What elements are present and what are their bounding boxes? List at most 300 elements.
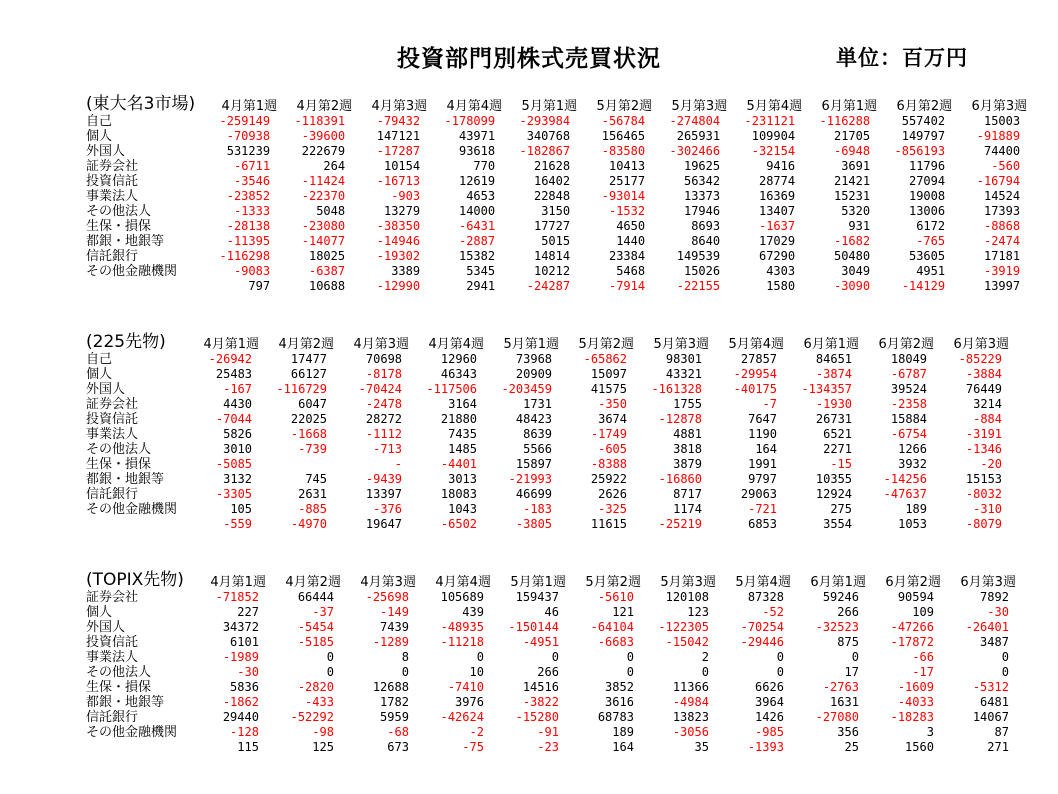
value-cell: 1440	[616, 234, 646, 248]
value-cell: 28774	[758, 174, 796, 188]
value-cell: 29063	[740, 487, 778, 501]
value-cell: -150144	[508, 620, 559, 634]
value-cell: -4033	[897, 695, 934, 709]
value-cell: -79432	[376, 114, 421, 128]
value-cell: 43321	[665, 367, 703, 381]
value-cell: 7892	[980, 590, 1009, 604]
value-cell: -117506	[426, 382, 478, 396]
value-cell: -7410	[447, 680, 484, 694]
value-cell: 275	[830, 502, 853, 516]
value-cell: -9083	[233, 264, 271, 278]
table-row	[86, 174, 1020, 189]
row-label: その他法人	[86, 442, 152, 457]
value-cell: 3616	[605, 695, 634, 709]
value-cell: -1668	[290, 427, 328, 441]
value-cell: 27857	[740, 352, 778, 366]
column-header: 4月第2週	[278, 337, 335, 352]
value-cell: -1393	[747, 740, 784, 754]
value-cell: 13006	[908, 204, 946, 218]
value-cell: 84651	[815, 352, 853, 366]
value-cell: 3818	[673, 442, 703, 456]
value-cell: -17	[912, 665, 934, 679]
value-cell: 3389	[391, 264, 421, 278]
row-label: 個人	[86, 605, 113, 620]
value-cell: -433	[305, 695, 334, 709]
value-cell: 1266	[898, 442, 928, 456]
value-cell: -22155	[676, 279, 721, 293]
row-label: 自己	[86, 352, 113, 367]
value-cell: 15884	[890, 412, 928, 426]
value-cell: 87	[994, 725, 1009, 739]
value-cell: -52292	[290, 710, 334, 724]
column-header: 6月第1週	[821, 99, 878, 114]
value-cell: -1637	[758, 219, 796, 233]
column-header: 6月第3週	[953, 337, 1010, 352]
value-cell: -93014	[601, 189, 646, 203]
value-cell: 25177	[608, 174, 646, 188]
value-cell: 6626	[755, 680, 784, 694]
value-cell: -12990	[376, 279, 421, 293]
value-cell: 4881	[673, 427, 703, 441]
value-cell: -11395	[226, 234, 271, 248]
value-cell: 10413	[608, 159, 646, 173]
value-cell: 90594	[897, 590, 934, 604]
value-cell: 3879	[673, 457, 703, 471]
value-cell: 1631	[830, 695, 859, 709]
value-cell: -1989	[222, 650, 259, 664]
value-cell: 3164	[448, 397, 478, 411]
value-cell: 14000	[458, 204, 496, 218]
row-label	[86, 279, 195, 294]
section-title: (225先物)	[86, 332, 166, 352]
value-cell: -66	[912, 650, 934, 664]
value-cell: 264	[323, 159, 346, 173]
value-cell: 1580	[766, 279, 796, 293]
value-cell: 3976	[455, 695, 484, 709]
value-cell: 156465	[601, 129, 646, 143]
value-cell: -85229	[958, 352, 1003, 366]
value-cell: -765	[916, 234, 946, 248]
value-cell: 2	[701, 650, 709, 664]
value-cell: 6853	[748, 517, 778, 531]
value-cell: -19302	[376, 249, 421, 263]
column-header: 4月第4週	[435, 575, 491, 590]
value-cell: 8	[401, 650, 409, 664]
value-cell: 14814	[533, 249, 571, 263]
value-cell: -22370	[301, 189, 346, 203]
value-cell: -7	[762, 397, 778, 411]
table-row	[86, 442, 1002, 457]
table-row	[86, 502, 1002, 517]
value-cell: 21421	[833, 174, 871, 188]
header-row	[86, 562, 1009, 590]
value-cell: -1682	[833, 234, 871, 248]
table-row	[86, 725, 1009, 740]
value-cell: -203459	[501, 382, 553, 396]
value-cell: 5345	[466, 264, 496, 278]
value-cell: -3874	[815, 367, 853, 381]
value-cell: -11218	[440, 635, 484, 649]
table-row	[86, 279, 1020, 294]
value-cell: 13823	[672, 710, 709, 724]
value-cell: -560	[991, 159, 1021, 173]
value-cell: -2763	[822, 680, 859, 694]
value-cell: 21628	[533, 159, 571, 173]
value-cell: -29446	[740, 635, 784, 649]
value-cell: -91	[537, 725, 559, 739]
value-cell: 41575	[590, 382, 628, 396]
value-cell: -4951	[522, 635, 559, 649]
value-cell: 2626	[598, 487, 628, 501]
value-cell: 271	[987, 740, 1009, 754]
value-cell: 46	[544, 605, 559, 619]
value-cell: 10688	[308, 279, 346, 293]
table-row	[86, 412, 1002, 427]
row-label: その他法人	[86, 204, 152, 219]
value-cell: -16713	[376, 174, 421, 188]
row-label: 生保・損保	[86, 457, 152, 472]
value-cell: -32523	[815, 620, 859, 634]
column-header: 4月第1週	[210, 575, 266, 590]
value-cell: 14067	[972, 710, 1009, 724]
value-cell: -39600	[301, 129, 346, 143]
value-cell: 531239	[226, 144, 271, 158]
row-label: その他金融機関	[86, 264, 178, 279]
value-cell: 121	[612, 605, 634, 619]
value-cell: 3150	[541, 204, 571, 218]
value-cell: 23384	[608, 249, 646, 263]
row-label: 信託銀行	[86, 487, 139, 502]
value-cell: 56342	[683, 174, 721, 188]
table-row	[86, 710, 1009, 725]
value-cell: 46699	[515, 487, 553, 501]
value-cell: -122305	[658, 620, 709, 634]
value-cell: 67290	[758, 249, 796, 263]
value-cell: 340768	[526, 129, 571, 143]
value-cell: 17477	[290, 352, 328, 366]
value-cell: -2887	[458, 234, 496, 248]
value-cell: 5826	[223, 427, 253, 441]
value-cell: 109	[912, 605, 934, 619]
value-cell: -47637	[883, 487, 928, 501]
value-cell: 125	[312, 740, 334, 754]
row-label: 投資信託	[86, 635, 139, 650]
value-cell: -27080	[815, 710, 859, 724]
value-cell: 9416	[766, 159, 796, 173]
value-cell: 164	[755, 442, 778, 456]
value-cell: -29954	[733, 367, 778, 381]
table-row	[86, 427, 1002, 442]
value-cell: 745	[305, 472, 328, 486]
value-cell: -182867	[519, 144, 571, 158]
value-cell: -3305	[215, 487, 253, 501]
value-cell: -5085	[215, 457, 253, 471]
value-cell: -1333	[233, 204, 271, 218]
value-cell: -28138	[226, 219, 271, 233]
value-cell: 1426	[755, 710, 784, 724]
value-cell: 3852	[605, 680, 634, 694]
value-cell: 159437	[515, 590, 559, 604]
value-cell: -14077	[301, 234, 346, 248]
value-cell: 98301	[665, 352, 703, 366]
value-cell: -6948	[833, 144, 871, 158]
value-cell: -3090	[833, 279, 871, 293]
value-cell: 673	[387, 740, 409, 754]
table-row	[86, 457, 1002, 472]
value-cell: 5320	[841, 204, 871, 218]
value-cell: -30	[237, 665, 259, 679]
row-label: 外国人	[86, 620, 126, 635]
value-cell: -118391	[294, 114, 346, 128]
value-cell: -7914	[608, 279, 646, 293]
value-cell: -3822	[522, 695, 559, 709]
value-cell: 266	[837, 605, 859, 619]
value-cell: 1485	[448, 442, 478, 456]
value-cell: 13373	[683, 189, 721, 203]
section-table	[86, 86, 1028, 294]
table-row	[86, 487, 1002, 502]
column-header: 6月第3週	[960, 575, 1016, 590]
value-cell: 17	[844, 665, 859, 679]
row-label	[86, 517, 177, 532]
value-cell: -70424	[358, 382, 403, 396]
value-cell: 19008	[908, 189, 946, 203]
value-cell: 0	[701, 665, 709, 679]
table-row	[86, 382, 1002, 397]
row-label: 都銀・地銀等	[86, 695, 165, 710]
value-cell: -1112	[365, 427, 403, 441]
value-cell: -98	[312, 725, 334, 739]
value-cell: 1991	[748, 457, 778, 471]
value-cell: 3554	[823, 517, 853, 531]
value-cell: 74400	[983, 144, 1021, 158]
value-cell: 59246	[822, 590, 859, 604]
table-row	[86, 635, 1009, 650]
table-row	[86, 472, 1002, 487]
value-cell: -985	[755, 725, 784, 739]
row-label: 信託銀行	[86, 710, 139, 725]
value-cell: -6502	[440, 517, 478, 531]
value-cell: 1755	[673, 397, 703, 411]
value-cell: 5468	[616, 264, 646, 278]
value-cell: 29440	[222, 710, 259, 724]
value-cell: 13397	[365, 487, 403, 501]
value-cell: -26401	[965, 620, 1009, 634]
value-cell: -75	[462, 740, 484, 754]
value-cell: -8079	[965, 517, 1003, 531]
value-cell: 17029	[758, 234, 796, 248]
value-cell: -52	[762, 605, 784, 619]
value-cell: -30	[987, 605, 1009, 619]
value-cell: 27094	[908, 174, 946, 188]
value-cell: 12960	[440, 352, 478, 366]
value-cell: 6047	[298, 397, 328, 411]
value-cell: -3191	[965, 427, 1003, 441]
value-cell: -559	[223, 517, 253, 531]
value-cell: 16369	[758, 189, 796, 203]
value-cell: -15280	[515, 710, 559, 724]
value-cell: -71852	[215, 590, 259, 604]
value-cell: -26942	[208, 352, 253, 366]
column-header: 6月第1週	[810, 575, 866, 590]
value-cell: -149	[380, 605, 409, 619]
value-cell: 8717	[673, 487, 703, 501]
value-cell: -23	[537, 740, 559, 754]
row-label: 証券会社	[86, 590, 139, 605]
value-cell: 0	[401, 665, 409, 679]
value-cell: -16794	[976, 174, 1021, 188]
value-cell: -2820	[297, 680, 334, 694]
value-cell: 68783	[597, 710, 634, 724]
value-cell: 147121	[376, 129, 421, 143]
section-title: (東大名3市場)	[86, 94, 196, 114]
value-cell: 5959	[380, 710, 409, 724]
value-cell: 17946	[683, 204, 721, 218]
row-label: 事業法人	[86, 189, 139, 204]
value-cell: -903	[391, 189, 421, 203]
value-cell: -721	[748, 502, 778, 516]
value-cell: 5836	[230, 680, 259, 694]
value-cell: -5312	[972, 680, 1009, 694]
value-cell: 73968	[515, 352, 553, 366]
value-cell: 39524	[890, 382, 928, 396]
table-row	[86, 397, 1002, 412]
value-cell: 6481	[980, 695, 1009, 709]
value-cell: 227	[237, 605, 259, 619]
value-cell: -48935	[440, 620, 484, 634]
value-cell: 18049	[890, 352, 928, 366]
value-cell: -4401	[440, 457, 478, 471]
value-cell: 1782	[380, 695, 409, 709]
value-cell: 875	[837, 635, 859, 649]
value-cell: 149797	[901, 129, 946, 143]
value-cell: 66444	[297, 590, 334, 604]
value-cell: -12878	[658, 412, 703, 426]
value-cell: -18283	[890, 710, 934, 724]
value-cell: -856193	[894, 144, 946, 158]
value-cell: 797	[248, 279, 271, 293]
value-cell: -25219	[658, 517, 703, 531]
column-header: 5月第4週	[728, 337, 785, 352]
value-cell: 13279	[383, 204, 421, 218]
value-cell: 2631	[298, 487, 328, 501]
row-label: その他金融機関	[86, 502, 178, 517]
value-cell: -40175	[733, 382, 778, 396]
column-header: 6月第2週	[885, 575, 941, 590]
column-header: 4月第4週	[428, 337, 485, 352]
value-cell: 28272	[365, 412, 403, 426]
value-cell: 356	[837, 725, 859, 739]
value-cell: 4650	[616, 219, 646, 233]
value-cell: 20909	[515, 367, 553, 381]
value-cell: 12688	[372, 680, 409, 694]
page-title: 投資部門別株式売買状況	[397, 46, 661, 72]
value-cell: -1532	[608, 204, 646, 218]
table-row	[86, 129, 1020, 144]
value-cell: 222679	[301, 144, 346, 158]
value-cell: -1930	[815, 397, 853, 411]
value-cell: 3132	[223, 472, 253, 486]
column-header: 4月第3週	[360, 575, 416, 590]
row-label: 都銀・地銀等	[86, 472, 165, 487]
value-cell: 25	[844, 740, 859, 754]
row-label: 信託銀行	[86, 249, 139, 264]
value-cell: 0	[551, 650, 559, 664]
value-cell: 0	[851, 650, 859, 664]
value-cell: -739	[298, 442, 328, 456]
value-cell: 8639	[523, 427, 553, 441]
value-cell: -5454	[297, 620, 334, 634]
value-cell: -91889	[976, 129, 1021, 143]
value-cell: -9439	[365, 472, 403, 486]
value-cell: -1346	[965, 442, 1003, 456]
value-cell: 10355	[815, 472, 853, 486]
value-cell: 1174	[673, 502, 703, 516]
row-label: 自己	[86, 114, 113, 129]
value-cell: -14946	[376, 234, 421, 248]
value-cell: -24287	[526, 279, 571, 293]
value-cell: -884	[973, 412, 1003, 426]
value-cell: 25922	[590, 472, 628, 486]
column-header: 4月第4週	[446, 99, 503, 114]
value-cell: 12619	[458, 174, 496, 188]
value-cell: -713	[373, 442, 403, 456]
value-cell: 0	[626, 665, 634, 679]
value-cell: 6101	[230, 635, 259, 649]
value-cell: 105689	[440, 590, 484, 604]
table-row	[86, 590, 1009, 605]
value-cell: 35	[694, 740, 709, 754]
value-cell: -16860	[658, 472, 703, 486]
column-header: 4月第2週	[285, 575, 341, 590]
value-cell: 17393	[983, 204, 1021, 218]
value-cell: 115	[237, 740, 259, 754]
column-header: 4月第2週	[296, 99, 353, 114]
header-row	[86, 324, 1002, 352]
column-header: 5月第4週	[746, 99, 803, 114]
value-cell: -302466	[669, 144, 721, 158]
value-cell: -2	[469, 725, 484, 739]
value-cell: 12924	[815, 487, 853, 501]
value-cell	[252, 457, 327, 472]
value-cell: -605	[598, 442, 628, 456]
row-label: 個人	[86, 367, 113, 382]
value-cell: 7439	[380, 620, 409, 634]
value-cell: -116729	[276, 382, 328, 396]
value-cell: -178099	[444, 114, 496, 128]
value-cell: -8868	[983, 219, 1021, 233]
table-row	[86, 650, 1009, 665]
column-header: 4月第3週	[353, 337, 410, 352]
table-row	[86, 740, 1009, 755]
value-cell: -8388	[590, 457, 628, 471]
value-cell: 189	[612, 725, 634, 739]
row-label: 外国人	[86, 382, 126, 397]
value-cell: -6787	[890, 367, 928, 381]
value-cell: -25698	[365, 590, 409, 604]
table-row	[86, 234, 1020, 249]
value-cell: -5610	[597, 590, 634, 604]
value-cell: 18025	[308, 249, 346, 263]
value-cell: 3932	[898, 457, 928, 471]
value-cell: 4303	[766, 264, 796, 278]
value-cell: 3674	[598, 412, 628, 426]
value-cell: 4653	[466, 189, 496, 203]
table-row	[86, 517, 1002, 532]
section-table	[86, 324, 1010, 532]
value-cell: -1289	[372, 635, 409, 649]
row-label: 証券会社	[86, 397, 139, 412]
